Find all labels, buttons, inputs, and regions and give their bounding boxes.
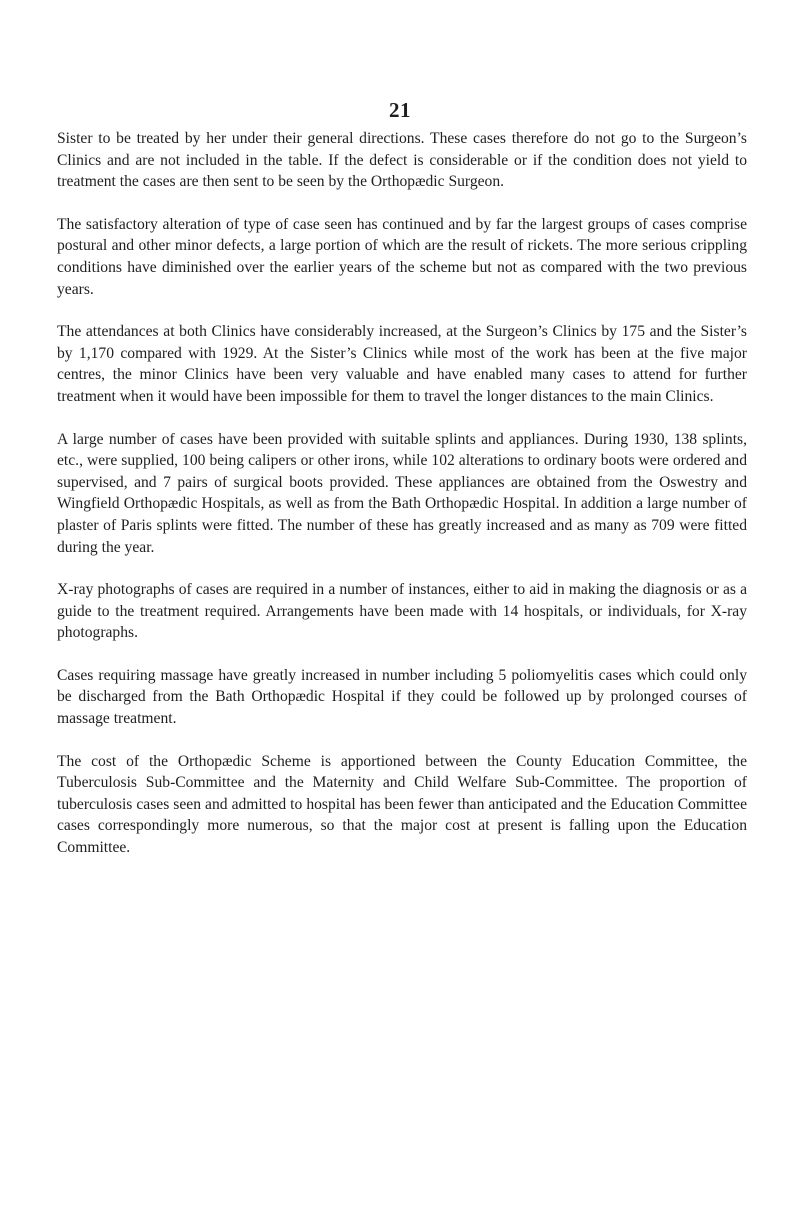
body-text xyxy=(57,128,747,880)
paragraph-splints-appliances: A large number of cases have been provided with suitable splints and appliances. During 1930, 138 splints, etc., were supplied, 100 being calipers or other irons, while 102 alterations to ordinary boots were ordered and supervised, and 7 pairs of surgical boots provided. These appliances are obtained from the Oswestry and Wingfield Orthopædic Hospitals, as well as from the Bath Orthopædic Hospital. In addition a large number of plaster of Paris splints were fitted. The number of these has greatly increased and as many as 709 were fitted during the year. xyxy=(57,430,747,556)
page-number: 21 xyxy=(389,98,411,122)
paragraph-massage: Cases requiring massage have greatly increased in number including 5 poliomyelitis cases which could only be discharged from the Bath Orthopædic Hospital if they could be followed up by prolonged courses of massage treatment. xyxy=(57,666,747,728)
paragraph-cost: The cost of the Orthopædic Scheme is apportioned between the County Education Committee, the Tuberculosis Sub-Committee and the Maternity and Child Welfare Sub-Committee. The proportion of tuberculosis cases seen and admitted to hospital has been fewer than anticipated and the Education Committee cases correspondingly more numerous, so that the major cost at present is falling upon the Education Committee. xyxy=(57,752,747,857)
paragraph-sister-treatment: Sister to be treated by her under their general directions. These cases therefore do not go to the Surgeon’s Clinics and are not included in the table. If the defect is considerable or if the condition does not yield to treatment the cases are then sent to be seen by the Orthopædic Surgeon. xyxy=(57,130,747,191)
paragraph-x-ray: X-ray photographs of cases are required in a number of instances, either to aid in making the diagnosis or as a guide to the treatment required. Arrangements have been made with 14 hospitals, or individuals, for X-ray photographs. xyxy=(57,581,747,642)
paragraph-attendances: The attendances at both Clinics have considerably increased, at the Surgeon’s Clinics by 175 and the Sister’s by 1,170 compared with 1929. At the Sister’s Clinics while most of the work has been at the five major centres, the minor Clinics have been very valuable and have enabled many cases to attend for further treatment when it would have been impossible for them to travel the longer distances to the main Clinics. xyxy=(57,323,747,405)
paragraph-type-of-case: The satisfactory alteration of type of case seen has continued and by far the largest groups of cases comprise postural and other minor defects, a large portion of which are the result of rickets. The more serious crippling conditions have diminished over the earlier years of the scheme but not as compared with the two previous years. xyxy=(57,215,747,298)
